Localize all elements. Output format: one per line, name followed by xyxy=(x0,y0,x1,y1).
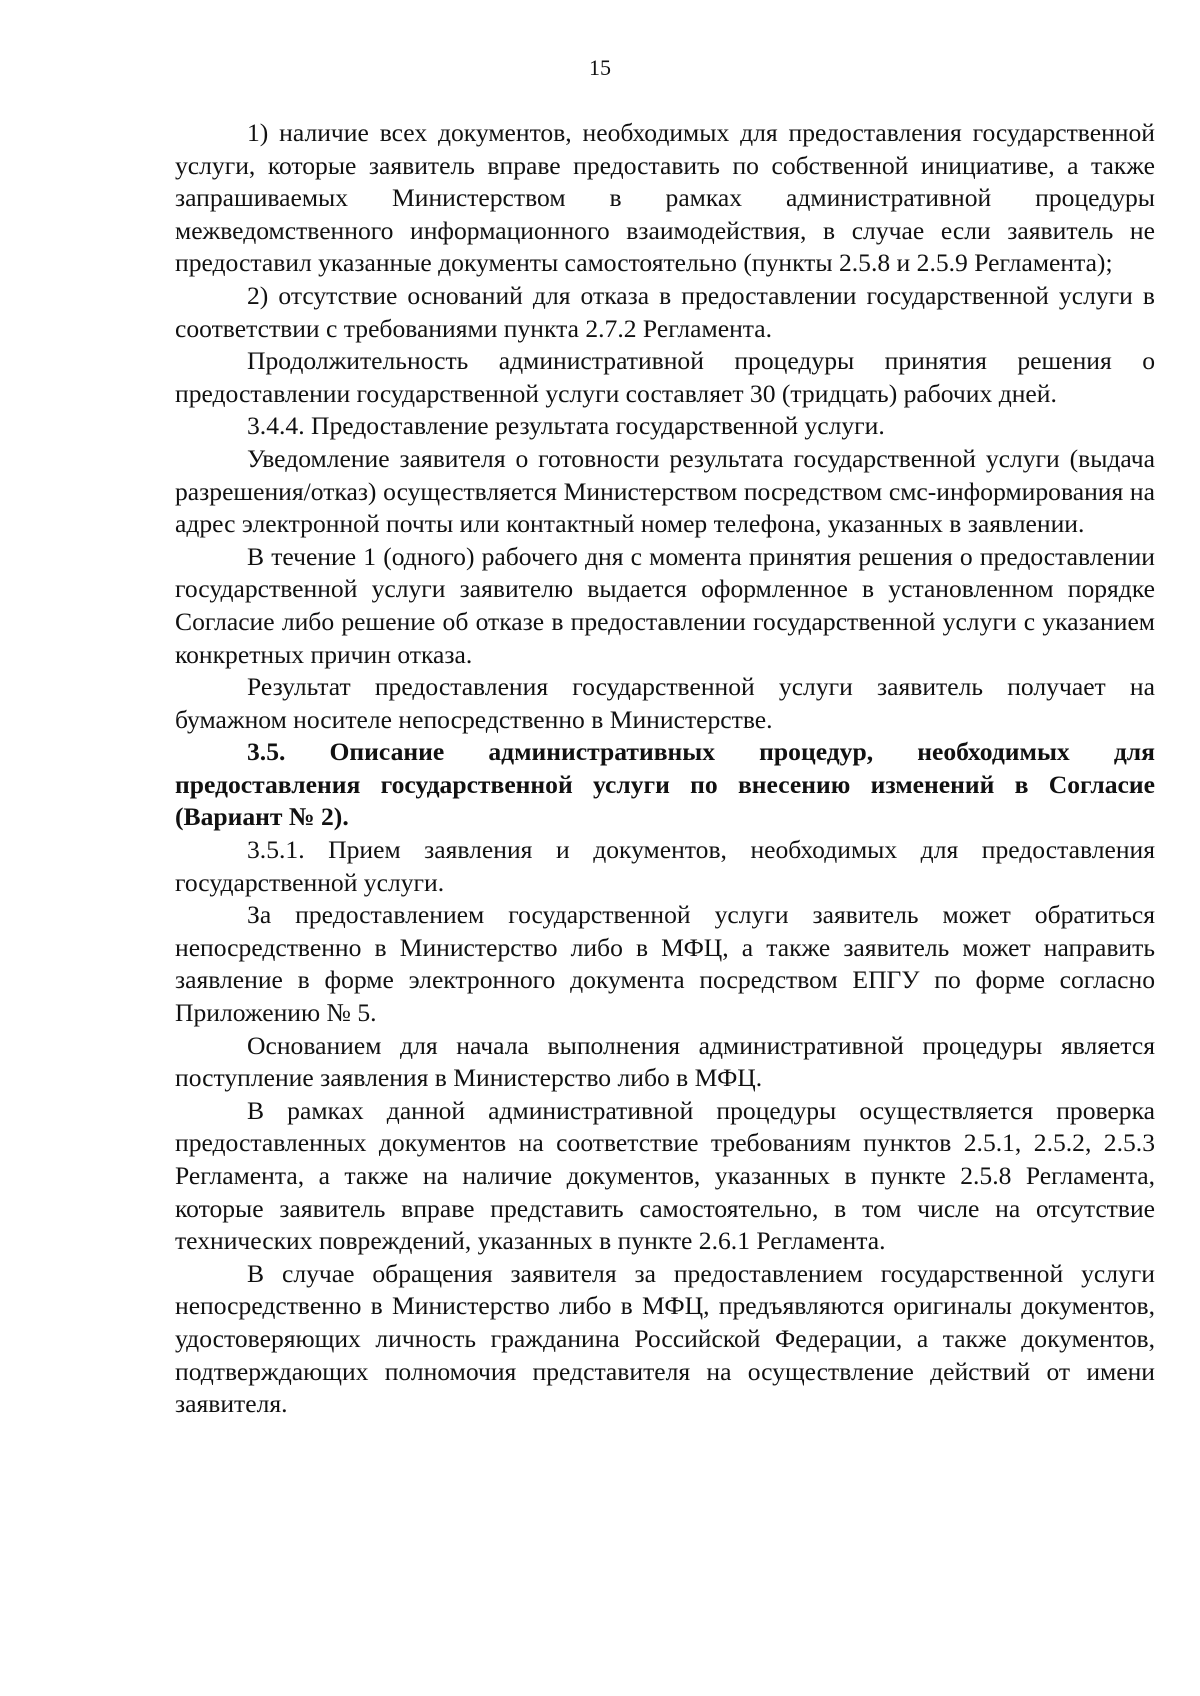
document-body xyxy=(175,117,1155,1421)
paragraph-originals: В случае обращения заявителя за предоставлением государственной услуги непосредственно в Министерство либо в МФЦ, предъявляются оригиналы документов, удостоверяющих личность гражданина Российской Федерации, а также документов, подтверждающих полномочия представителя на осуществление действий от имени заявителя. xyxy=(175,1258,1155,1419)
paragraph-3-5-1: 3.5.1. Прием заявления и документов, необходимых для предоставления государственной услуги. xyxy=(175,835,1155,897)
page-number: 15 xyxy=(589,55,611,80)
paragraph-issue-decision: В течение 1 (одного) рабочего дня с момента принятия решения о предоставлении государственной услуги заявителю выдается оформленное в установленном порядке Согласие либо решение об отказе в предоставлении государственной услуги с указанием конкретных причин отказа. xyxy=(175,541,1155,669)
paragraph-3-4-4: 3.4.4. Предоставление результата государственной услуги. xyxy=(247,411,885,441)
section-heading-3-5: 3.5. Описание административных процедур, необходимых для предоставления государственной услуги по внесению изменений в Согласие (Вариант № 2). xyxy=(175,737,1155,832)
paragraph-item-2-no-grounds: 2) отсутствие оснований для отказа в предоставлении государственной услуги в соответствии с требованиями пункта 2.7.2 Регламента. xyxy=(175,280,1155,343)
paragraph-notification: Уведомление заявителя о готовности результата государственной услуги (выдача разрешения/отказ) осуществляется Министерством посредством смс-информирования на адрес электронной почты или контактный номер телефона, указанных в заявлении. xyxy=(175,443,1155,539)
paragraph-verification: В рамках данной административной процедуры осуществляется проверка предоставленных документов на соответствие требованиям пунктов 2.5.1, 2.5.2, 2.5.3 Регламента, а также на наличие документов, указанных в пункте 2.5.8 Регламента, которые заявитель вправе представить самостоятельно, в том числе на отсутствие технических повреждений, указанных в пункте 2.6.1 Регламента. xyxy=(175,1095,1155,1256)
paragraph-basis: Основанием для начала выполнения административной процедуры является поступление заявления в Министерство либо в МФЦ. xyxy=(175,1030,1155,1093)
paragraph-duration: Продолжительность административной процедуры принятия решения о предоставлении государственной услуги составляет 30 (тридцать) рабочих дней. xyxy=(175,346,1155,408)
paragraph-item-1-documents: 1) наличие всех документов, необходимых для предоставления государственной услуги, которые заявитель вправе предоставить по собственной инициативе, а также запрашиваемых Министерством в рамках административной процедуры межведомственного информационного взаимодействия, в случае если заявитель не предоставил указанные документы самостоятельно (пункты 2.5.8 и 2.5.9 Регламента); xyxy=(175,118,1155,278)
paragraph-application-channels: За предоставлением государственной услуги заявитель может обратиться непосредственно в Министерство либо в МФЦ, а также заявитель может направить заявление в форме электронного документа посредством ЕПГУ по форме согласно Приложению № 5. xyxy=(175,900,1155,1028)
paragraph-result: Результат предоставления государственной услуги заявитель получает на бумажном носителе непосредственно в Министерстве. xyxy=(175,672,1155,734)
